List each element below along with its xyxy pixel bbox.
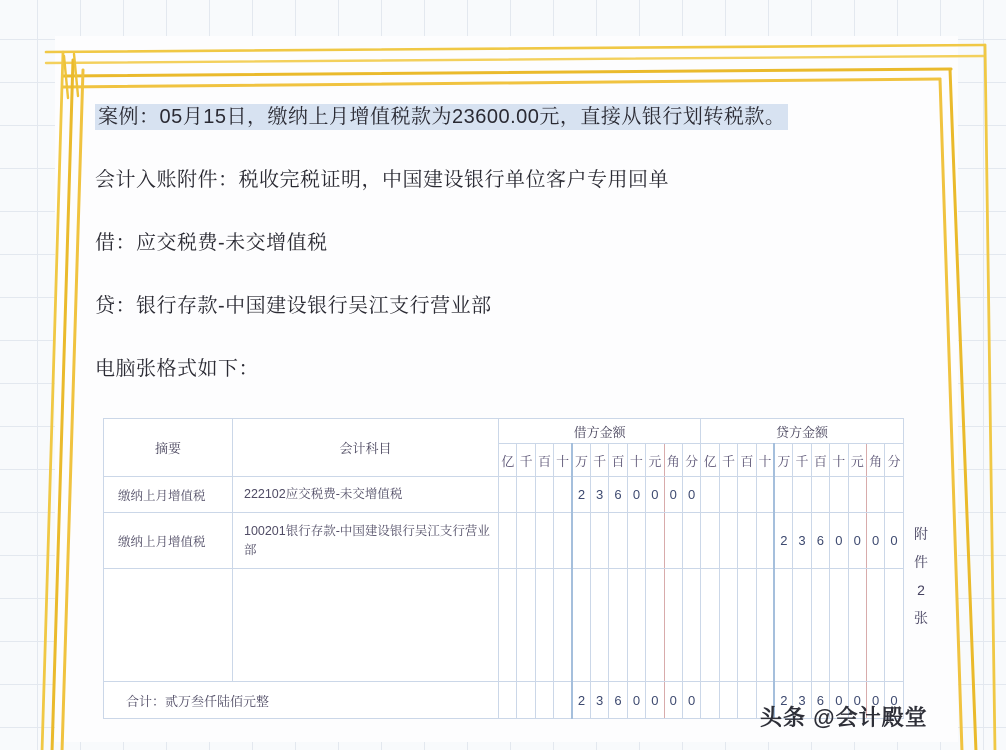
digit-cell: 0 [830,513,848,569]
digit-unit-header: 万 [572,444,590,477]
total-label-cell: 合计：贰万叁仟陆佰元整 [104,682,499,719]
digit-unit-header: 万 [774,444,792,477]
digit-cell [774,477,792,513]
total-digit-cell: 0 [866,682,884,719]
total-digit-cell [499,682,517,719]
debit-entry-line: 借：应交税费-未交增值税 [95,232,328,254]
watermark-text: 头条 @会计殿堂 [760,705,928,730]
empty-digit-cell [517,569,535,682]
digit-unit-header: 千 [719,444,737,477]
digit-cell [664,513,682,569]
empty-account-cell [233,569,499,682]
digit-unit-header: 百 [738,444,756,477]
digit-cell [627,513,645,569]
digit-unit-header: 十 [627,444,645,477]
digit-cell: 0 [848,513,866,569]
digit-cell: 0 [866,513,884,569]
total-digit-cell [719,682,737,719]
total-digit-cell [738,682,756,719]
empty-digit-cell [572,569,590,682]
col-header-summary: 摘要 [104,419,233,477]
col-header-credit: 贷方金额 [701,419,903,444]
digit-unit-header: 千 [793,444,811,477]
credit-entry-line: 贷：银行存款-中国建设银行吴江支行营业部 [95,295,492,317]
digit-unit-header: 百 [609,444,627,477]
attachment-description-line: 会计入账附件：税收完税证明，中国建设银行单位客户专用回单 [95,169,669,191]
total-digit-cell [535,682,553,719]
digit-cell [499,477,517,513]
case-description-text: 案例：05月15日，缴纳上月增值税款为23600.00元，直接从银行划转税款。 [95,104,788,130]
empty-digit-cell [609,569,627,682]
digit-cell [719,477,737,513]
total-digit-cell: 2 [774,682,792,719]
empty-digit-cell [885,569,903,682]
empty-digit-cell [535,569,553,682]
digit-cell [738,477,756,513]
total-digit-cell: 0 [627,682,645,719]
total-digit-cell: 0 [848,682,866,719]
total-digit-cell: 3 [590,682,608,719]
digit-cell [866,477,884,513]
total-digit-cell [701,682,719,719]
digit-cell [535,477,553,513]
empty-digit-cell [793,569,811,682]
digit-unit-header: 角 [866,444,884,477]
digit-cell [701,513,719,569]
digit-cell [517,477,535,513]
digit-unit-header: 元 [646,444,664,477]
total-digit-cell: 0 [830,682,848,719]
digit-cell [572,513,590,569]
attachment-note-char: 件 [914,554,928,570]
empty-digit-cell [756,569,774,682]
digit-cell [719,513,737,569]
digit-unit-header: 角 [664,444,682,477]
empty-digit-cell [719,569,737,682]
digit-unit-header: 十 [756,444,774,477]
digit-cell: 0 [646,477,664,513]
empty-digit-cell [701,569,719,682]
attachment-note-char: 2 [917,582,925,598]
digit-cell [499,513,517,569]
total-digit-cell: 2 [572,682,590,719]
attachment-note-char: 张 [914,610,928,626]
digit-cell [554,477,572,513]
digit-cell: 3 [793,513,811,569]
digit-cell: 3 [590,477,608,513]
digit-cell: 0 [664,477,682,513]
empty-digit-cell [811,569,829,682]
total-digit-cell [554,682,572,719]
digit-unit-header: 百 [811,444,829,477]
empty-digit-cell [848,569,866,682]
digit-cell [554,513,572,569]
account-cell: 100201银行存款-中国建设银行吴江支行营业部 [233,513,499,569]
account-cell: 222102应交税费-未交增值税 [233,477,499,513]
empty-digit-cell [664,569,682,682]
total-digit-cell [517,682,535,719]
total-digit-cell: 3 [793,682,811,719]
empty-digit-cell [499,569,517,682]
attachment-note-char: 附 [914,526,928,542]
digit-cell: 0 [885,513,903,569]
empty-digit-cell [627,569,645,682]
digit-cell [793,477,811,513]
digit-cell [756,477,774,513]
col-header-account: 会计科目 [233,419,499,477]
digit-cell [830,477,848,513]
digit-unit-header: 千 [590,444,608,477]
empty-digit-cell [738,569,756,682]
digit-cell: 0 [682,477,700,513]
empty-digit-cell [774,569,792,682]
digit-cell [885,477,903,513]
empty-digit-cell [866,569,884,682]
digit-cell [848,477,866,513]
total-digit-cell: 6 [609,682,627,719]
digit-unit-header: 亿 [499,444,517,477]
digit-cell: 2 [572,477,590,513]
empty-digit-cell [830,569,848,682]
col-header-debit: 借方金额 [499,419,701,444]
digit-cell [701,477,719,513]
digit-cell: 6 [609,477,627,513]
digit-cell [756,513,774,569]
case-description-line [95,100,788,129]
digit-unit-header: 分 [885,444,903,477]
digit-cell [517,513,535,569]
digit-cell: 6 [811,513,829,569]
empty-digit-cell [590,569,608,682]
summary-cell: 缴纳上月增值税 [104,477,233,513]
digit-unit-header: 分 [682,444,700,477]
digit-unit-header: 千 [517,444,535,477]
digit-unit-header: 十 [554,444,572,477]
digit-unit-header: 百 [535,444,553,477]
empty-summary-cell [104,569,233,682]
digit-unit-header: 亿 [701,444,719,477]
digit-cell [609,513,627,569]
digit-cell [535,513,553,569]
digit-cell: 2 [774,513,792,569]
empty-digit-cell [646,569,664,682]
empty-digit-cell [554,569,572,682]
attachment-count-note [906,520,936,632]
digit-cell [738,513,756,569]
total-digit-cell: 0 [646,682,664,719]
digit-cell: 0 [627,477,645,513]
summary-cell: 缴纳上月增值税 [104,513,233,569]
total-digit-cell: 0 [682,682,700,719]
total-digit-cell: 6 [811,682,829,719]
total-digit-cell: 0 [885,682,903,719]
digit-unit-header: 十 [830,444,848,477]
voucher-table [103,418,904,719]
digit-cell [682,513,700,569]
digit-cell [590,513,608,569]
digit-cell [646,513,664,569]
digit-unit-header: 元 [848,444,866,477]
total-digit-cell: 0 [664,682,682,719]
digit-cell [811,477,829,513]
format-note-line: 电脑张格式如下： [95,358,259,380]
empty-digit-cell [682,569,700,682]
